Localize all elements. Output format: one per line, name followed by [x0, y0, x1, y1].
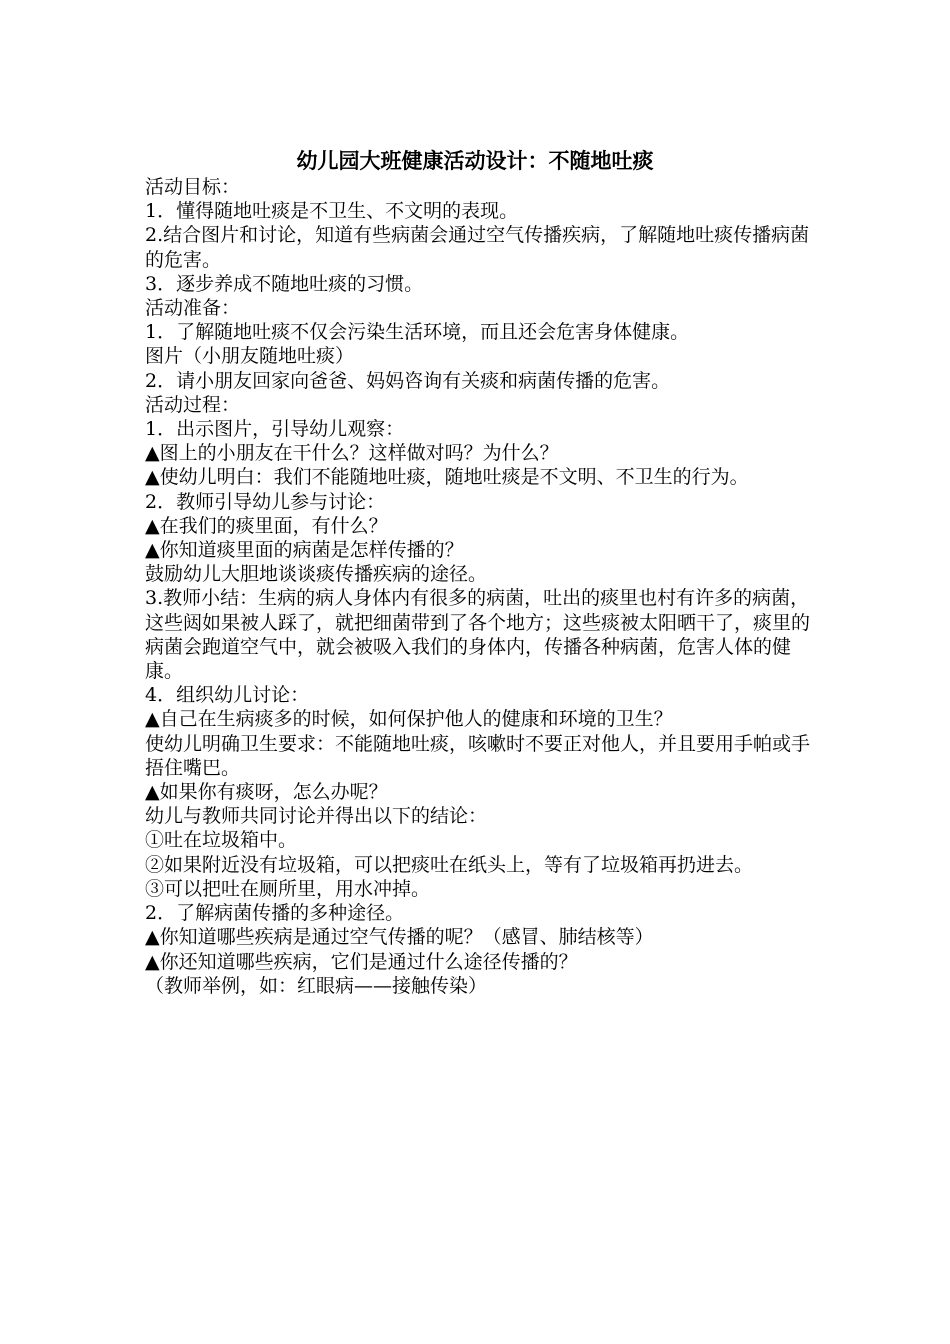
preparation-item-1: 1．了解随地吐痰不仅会污染生活环境，而且还会危害身体健康。 — [145, 321, 690, 344]
document-body — [145, 175, 815, 998]
process-question: ▲你还知道哪些疾病，它们是通过什么途径传播的？ — [145, 950, 578, 973]
conclusion-item-1: ①吐在垃圾箱中。 — [145, 829, 298, 852]
section-heading-preparation: 活动准备： — [145, 297, 241, 320]
section-heading-process: 活动过程： — [145, 393, 241, 416]
preparation-picture-note: 图片（小朋友随地吐痰） — [145, 345, 355, 368]
process-question: ▲自己在生病痰多的时候，如何保护他人的健康和环境的卫生？ — [145, 708, 673, 731]
process-question: ▲你知道哪些疾病是通过空气传播的呢？（感冒、肺结核等） — [145, 926, 654, 949]
goal-item-3: 3．逐步养成不随地吐痰的习惯。 — [145, 272, 424, 295]
process-note: 鼓励幼儿大胆地谈谈痰传播疾病的途径。 — [145, 563, 488, 586]
process-step-2: 2．教师引导幼儿参与讨论： — [145, 490, 386, 513]
process-question: ▲在我们的痰里面，有什么？ — [145, 514, 388, 537]
goal-item-2: 2.结合图片和讨论，知道有些病菌会通过空气传播疾病，了解随地吐痰传播病菌的危害。 — [145, 224, 810, 271]
process-note: 使幼儿明确卫生要求：不能随地吐痰，咳嗽时不要正对他人，并且要用手帕或手捂住嘴巴。 — [145, 732, 811, 779]
section-heading-goals: 活动目标： — [145, 176, 241, 198]
process-step-1: 1．出示图片，引导幼儿观察： — [145, 418, 405, 441]
process-question: ▲图上的小朋友在干什么？这样做对吗？为什么？ — [145, 442, 559, 465]
conclusion-item-2: ②如果附近没有垃圾箱，可以把痰吐在纸头上，等有了垃圾箱再扔进去。 — [145, 853, 754, 876]
document-title: 幼儿园大班健康活动设计：不随地吐痰 — [296, 149, 654, 173]
preparation-item-2: 2．请小朋友回家向爸爸、妈妈咨询有关痰和病菌传播的危害。 — [145, 369, 671, 392]
conclusion-item-3: ③可以把吐在厕所里，用水冲掉。 — [145, 877, 431, 900]
process-question: ▲你知道痰里面的病菌是怎样传播的？ — [145, 539, 464, 562]
process-step-2b: 2．了解病菌传播的多种途径。 — [145, 902, 405, 925]
process-note: 幼儿与教师共同讨论并得出以下的结论： — [145, 805, 488, 828]
process-question: ▲如果你有痰呀，怎么办呢？ — [145, 781, 388, 804]
process-point: ▲使幼儿明白：我们不能随地吐痰，随地吐痰是不文明、不卫生的行为。 — [145, 466, 749, 489]
goal-item-1: 1．懂得随地吐痰是不卫生、不文明的表现。 — [145, 200, 519, 223]
process-step-4: 4．组织幼儿讨论： — [145, 684, 310, 707]
process-step-3-summary: 3.教师小结：生病的病人身体内有很多的病菌，吐出的痰里也村有许多的病菌，这些闼如果被人踩了，就把细菌带到了各个地方；这些痰被太阳晒干了，痰里的病菌会跑道空气中，就会被吸入我们的身体内，传播各种病菌，危害人体的健康。 — [145, 587, 811, 683]
process-example: （教师举例，如：红眼病——接触传染） — [145, 974, 488, 997]
